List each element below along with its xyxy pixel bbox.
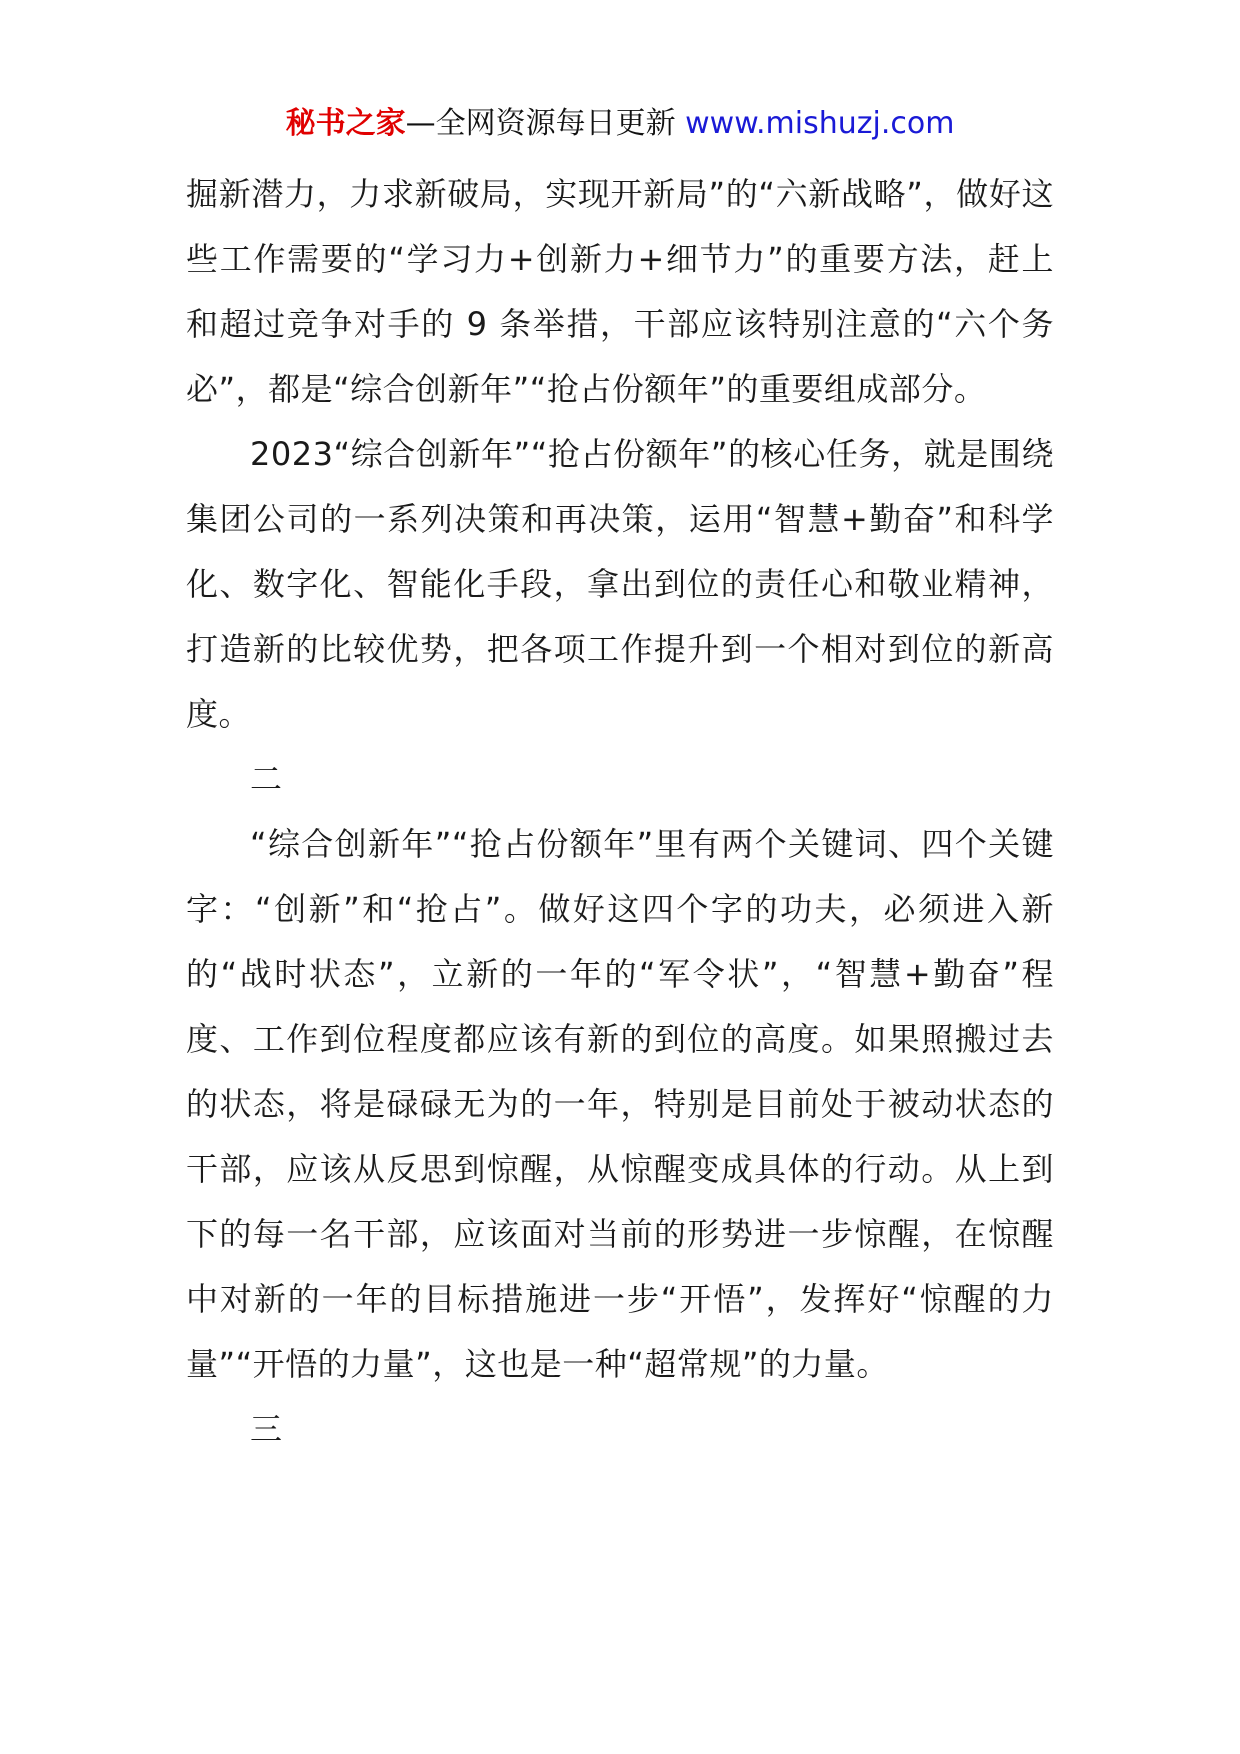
section-heading-two: 二: [250, 760, 283, 798]
document-body: [186, 162, 1054, 1462]
page-header: [0, 104, 1240, 144]
section-heading-three: 三: [250, 1410, 283, 1448]
header-slogan: —全网资源每日更新: [405, 106, 686, 141]
paragraph-continued: 掘新潜力，力求新破局，实现开新局”的“六新战略”，做好这些工作需要的“学习力+创新力+细节力”的重要方法，赶上和超过竞争对手的 9 条举措，干部应该特别注意的“六个务必”，都是“综合创新年”“抢占份额年”的重要组成部分。: [186, 175, 1054, 408]
brand-name: 秘书之家: [285, 106, 406, 141]
site-url: www.mishuzj.com: [685, 106, 955, 141]
paragraph-core-task: 2023“综合创新年”“抢占份额年”的核心任务，就是围绕集团公司的一系列决策和再决策，运用“智慧+勤奋”和科学化、数字化、智能化手段，拿出到位的责任心和敬业精神，打造新的比较优势，把各项工作提升到一个相对到位的新高度。: [186, 435, 1054, 733]
paragraph-keywords: “综合创新年”“抢占份额年”里有两个关键词、四个关键字：“创新”和“抢占”。做好这四个字的功夫，必须进入新的“战时状态”，立新的一年的“军令状”，“智慧+勤奋”程度、工作到位程度都应该有新的到位的高度。如果照搬过去的状态，将是碌碌无为的一年，特别是目前处于被动状态的干部，应该从反思到惊醒，从惊醒变成具体的行动。从上到下的每一名干部，应该面对当前的形势进一步惊醒，在惊醒中对新的一年的目标措施进一步“开悟”，发挥好“惊醒的力量”“开悟的力量”，这也是一种“超常规”的力量。: [186, 825, 1054, 1383]
